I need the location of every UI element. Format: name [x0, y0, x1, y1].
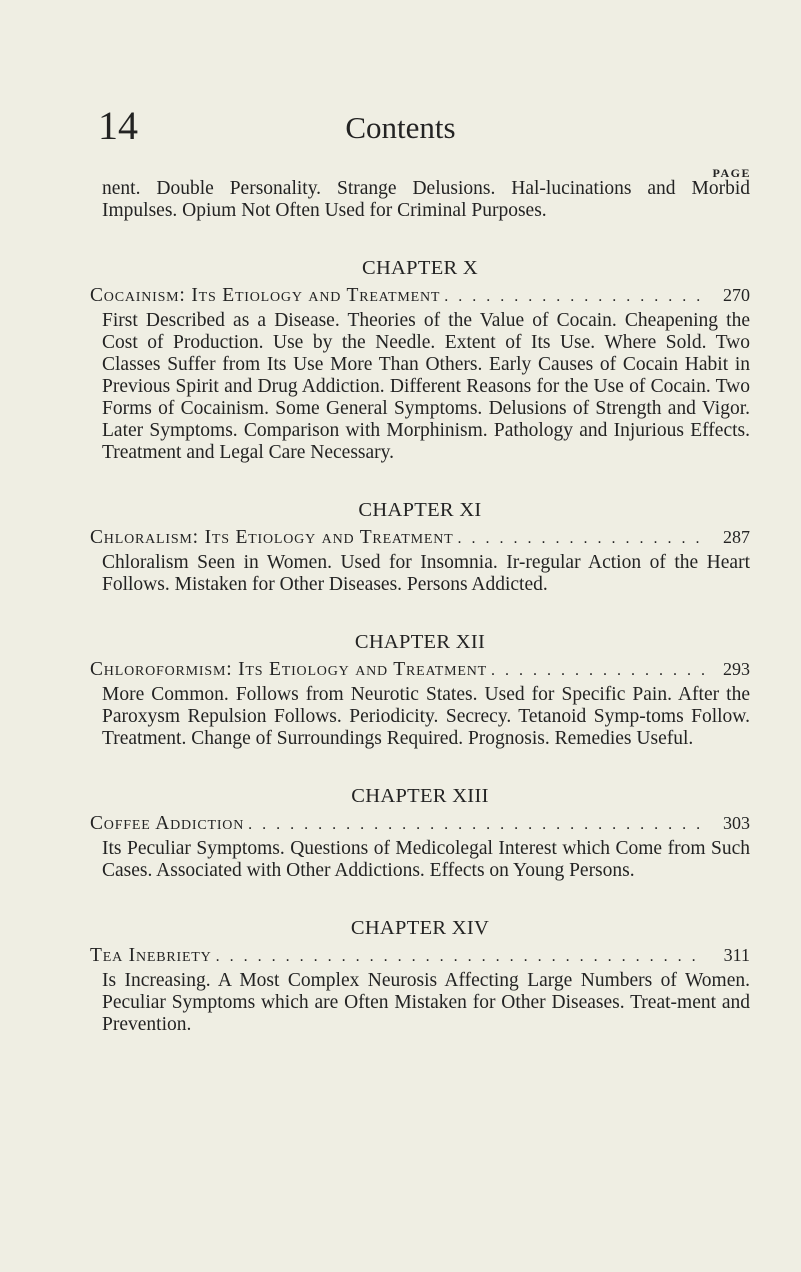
dot-leader: [458, 527, 705, 551]
chapter-title: Tea Inebriety: [90, 945, 212, 966]
chapter-title-line[interactable]: [90, 525, 750, 551]
chapter-page-number: 270: [723, 285, 750, 305]
chapter-entry-x: [90, 256, 750, 464]
chapter-title-line[interactable]: [90, 657, 750, 683]
chapter-summary: First Described as a Disease. Theories of the Value of Cocain. Cheapening the Cost of Production. Use by the Needle. Extent of Its Use. Where Sold. Two Classes Suffer from Its Use More Than Others. Early Causes of Cocain Habit in Previous Spirit and Drug Addiction. Different Reasons for the Use of Cocain. Two Forms of Cocainism. Some General Symptoms. Delusions of Strength and Vigor. Later Symptoms. Comparison with Morphinism. Pathology and Injurious Effects. Treatment and Legal Care Necessary.: [102, 310, 750, 463]
dot-leader: [216, 945, 704, 969]
chapter-summary: Its Peculiar Symptoms. Questions of Medicolegal Interest which Come from Such Cases. Associated with Other Addictions. Effects on Young Persons.: [102, 838, 750, 881]
dot-leader: [444, 285, 704, 309]
chapter-page-number: 303: [723, 813, 750, 833]
chapter-page-number: 287: [723, 527, 750, 547]
chapter-page-number: 311: [723, 945, 750, 965]
chapter-summary: More Common. Follows from Neurotic States. Used for Specific Pain. After the Paroxysm Repulsion Follows. Periodicity. Secrecy. Tetanoid Symp-toms Follow. Treatment. Change of Surroundings Required. Prognosis. Remedies Useful.: [102, 684, 750, 749]
chapter-heading: CHAPTER X: [361, 257, 479, 279]
chapter-entry-xiii: [90, 784, 750, 882]
chapter-title-line[interactable]: [90, 811, 750, 837]
chapter-heading: CHAPTER XIV: [350, 917, 490, 939]
chapter-title-line[interactable]: [90, 283, 750, 309]
chapter-title: Cocainism: Its Etiology and Treatment: [90, 285, 441, 306]
chapter-entry-xiv: [90, 916, 750, 1036]
chapter-heading: CHAPTER XII: [354, 631, 486, 653]
dot-leader: [248, 813, 704, 837]
chapter-title-line[interactable]: [90, 943, 750, 969]
chapter-title: Coffee Addiction: [90, 813, 245, 834]
chapter-summary: Chloralism Seen in Women. Used for Insomnia. Ir-regular Action of the Heart Follows. Mistaken for Other Diseases. Persons Addicted.: [102, 552, 750, 595]
chapter-title: Chloroformism: Its Etiology and Treatment: [90, 659, 488, 680]
dot-leader: [491, 659, 704, 683]
chapter-title: Chloralism: Its Etiology and Treatment: [90, 527, 454, 548]
chapter-page-number: 293: [723, 659, 750, 679]
continuation-text: nent. Double Personality. Strange Delusions. Hal-lucinations and Morbid Impulses. Opium Not Often Used for Criminal Purposes.: [102, 178, 750, 221]
page-column-label: PAGE: [712, 166, 751, 180]
chapter-entry-xii: [90, 630, 750, 750]
contents-body: [90, 178, 750, 1036]
chapter-entry-xi: [90, 498, 750, 596]
chapter-heading: CHAPTER XI: [358, 499, 482, 521]
chapter-summary: Is Increasing. A Most Complex Neurosis Affecting Large Numbers of Women. Peculiar Symptoms which are Often Mistaken for Other Diseases. Treat-ment and Prevention.: [102, 970, 750, 1035]
page-number: 14: [98, 103, 138, 148]
chapter-heading: CHAPTER XIII: [351, 785, 489, 807]
running-head: Contents: [345, 110, 456, 145]
